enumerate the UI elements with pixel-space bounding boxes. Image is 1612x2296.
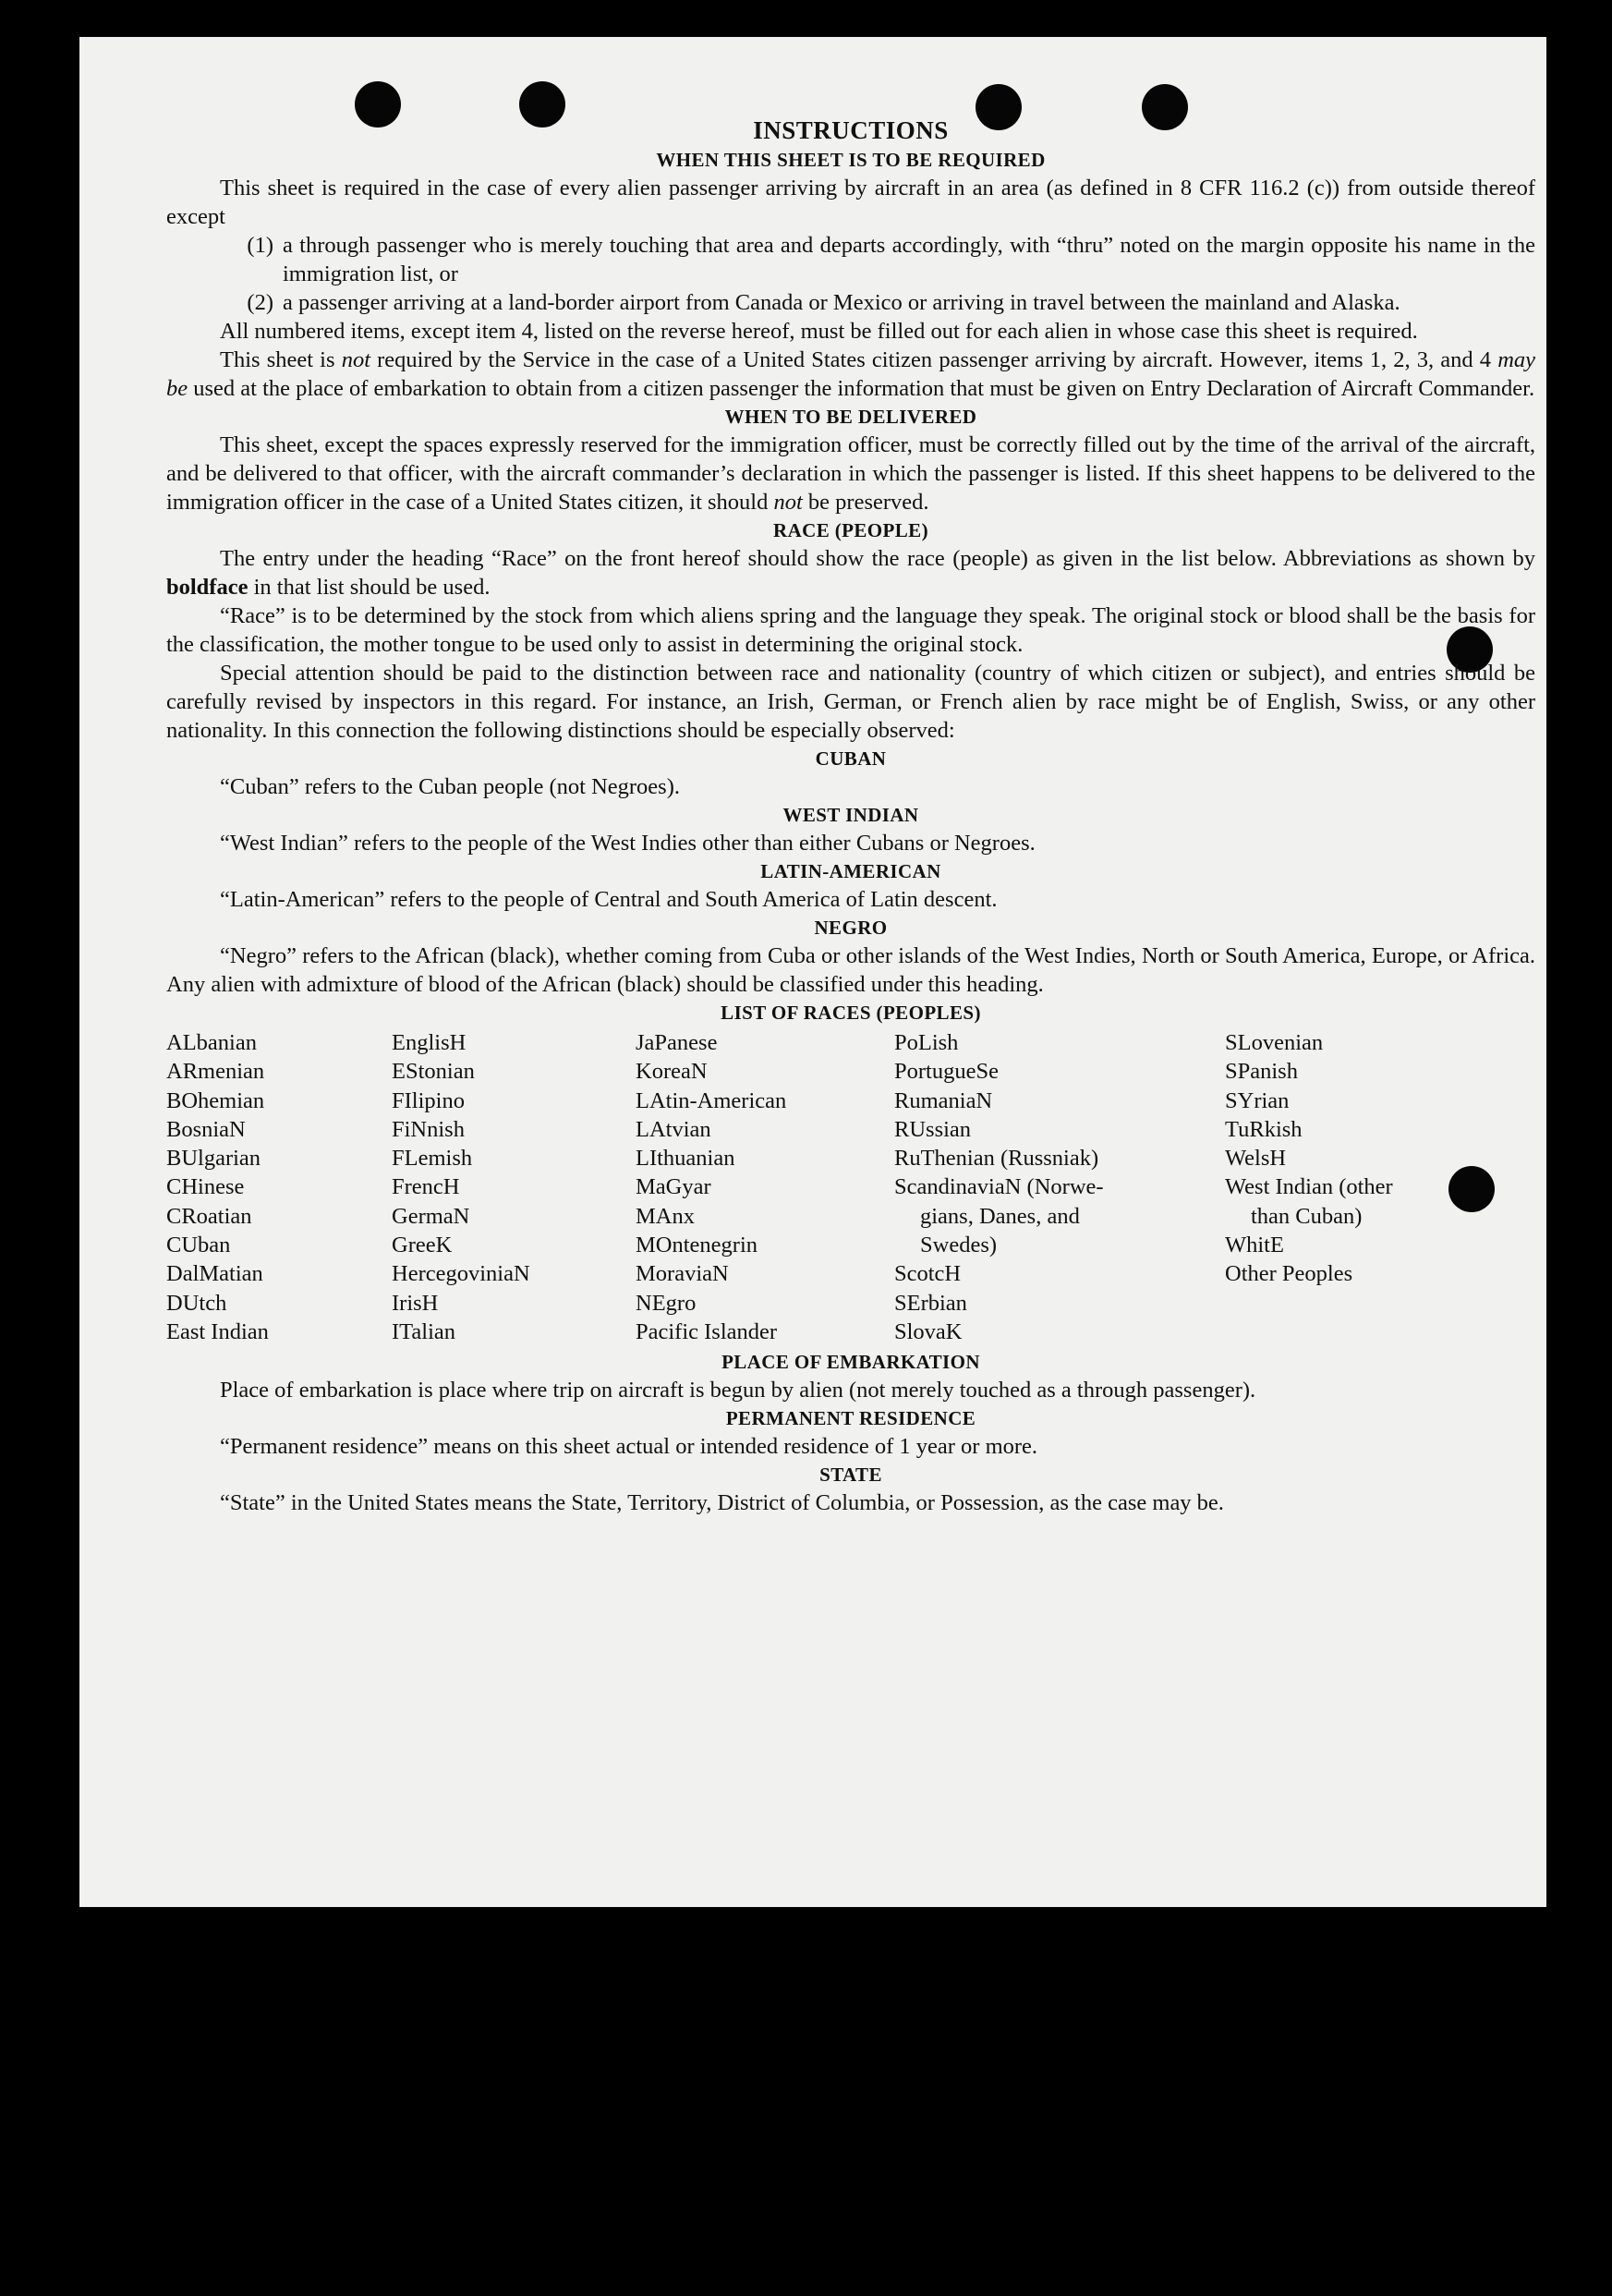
section-heading-races-list: LIST OF RACES (PEOPLES) [721, 1002, 981, 1024]
text-run: This sheet is [220, 347, 342, 372]
emphasis-text: may be [166, 347, 1536, 401]
race-entry: LIthuanian [636, 1146, 735, 1172]
race-paragraph-3: Special attention should be paid to the distinction between race and nationality (country of which citizen or subject), and entries should be carefully revised by inspectors in this regard. For instance, an Irish, German, or French alien by race might be of English, Swiss, or any other nationality. In this connection the following distinctions should be especially observed: [166, 661, 1535, 743]
race-entry: WhitE [1225, 1233, 1284, 1258]
bold-text: boldface [166, 575, 248, 600]
exception-text: a passenger arriving at a land-border airport from Canada or Mexico or arriving in travel between the mainland and Alaska. [283, 290, 1400, 315]
race-paragraph-1 [166, 544, 1535, 601]
exception-text: a through passenger who is merely touching that area and departs accordingly, with “thru” noted on the margin opposite his name in the immigration list, or [283, 233, 1535, 286]
state-text: “State” in the United States means the State, Territory, District of Columbia, or Possession, as the case may be. [220, 1490, 1224, 1516]
exception-item-2 [166, 288, 1535, 317]
race-entry: SlovaK [894, 1318, 963, 1344]
section-heading-cuban: CUBAN [815, 747, 887, 770]
west-indian-text: “West Indian” refers to the people of the West Indies other than either Cubans or Negroes. [220, 831, 1036, 856]
race-entry: GermaN [392, 1203, 470, 1229]
section-heading-residence: PERMANENT RESIDENCE [725, 1407, 976, 1430]
race-entry: RuThenian (Russniak) [894, 1146, 1099, 1172]
section-heading-latin-american: LATIN-AMERICAN [760, 860, 941, 882]
text-run: be preserved. [802, 490, 929, 515]
text-run: required by the Service in the case of a United States citizen passenger arriving by aircraft. However, items 1, 2, 3, and 4 [370, 347, 1498, 372]
race-entry: FLemish [392, 1146, 473, 1172]
race-entry: LAtvian [636, 1116, 711, 1142]
race-entry: JaPanese [636, 1030, 718, 1055]
instructions-content [166, 115, 1535, 1517]
race-entry: NEgro [636, 1290, 697, 1316]
text-run: This sheet, except the spaces expressly reserved for the immigration officer, must be correctly filled out by the time of the arrival of the aircraft, and be delivered to that officer, with the aircraft commander’s declaration in which the passenger is listed. If this sheet happens to be delivered to the immigration officer in the case of a United States citizen, it should [166, 432, 1535, 515]
race-entry: CUban [166, 1233, 231, 1258]
cuban-text: “Cuban” refers to the Cuban people (not Negroes). [220, 774, 680, 799]
race-entry: West Indian (other [1225, 1174, 1393, 1200]
race-entry: MaGyar [636, 1174, 711, 1200]
page-title: INSTRUCTIONS [753, 116, 949, 144]
latin-american-text: “Latin-American” refers to the people of Central and South America of Latin descent. [220, 887, 998, 912]
exception-number: (1) [247, 233, 273, 258]
race-entry: SLovenian [1225, 1030, 1324, 1055]
exception-item-1 [166, 231, 1535, 288]
race-entry: EnglisH [392, 1030, 467, 1055]
races-column [894, 1028, 1225, 1346]
race-entry: EStonian [392, 1059, 475, 1085]
when-delivered-text [166, 431, 1535, 516]
emphasis-text: not [341, 347, 370, 372]
race-paragraph-2: “Race” is to be determined by the stock from which aliens spring and the language they speak. The original stock or blood shall be the basis for the classification, the mother tongue to be used only to assist in determining the original stock. [166, 603, 1535, 657]
emphasis-text: not [773, 490, 803, 515]
race-entry: MAnx [636, 1203, 695, 1229]
race-entry: RumaniaN [894, 1087, 993, 1113]
race-entry: WelsH [1225, 1146, 1287, 1172]
section-heading-state: STATE [819, 1464, 882, 1487]
race-entry: SPanish [1225, 1059, 1298, 1085]
race-entry: SErbian [894, 1290, 967, 1316]
race-entry: BosniaN [166, 1116, 246, 1142]
race-entry: FrencH [392, 1174, 460, 1200]
race-entry: RUssian [894, 1116, 972, 1142]
residence-text: “Permanent residence” means on this sheet actual or intended residence of 1 year or more. [220, 1434, 1038, 1460]
race-entry: PortugueSe [894, 1059, 999, 1085]
numbered-items-paragraph: All numbered items, except item 4, listed on the reverse hereof, must be filled out for each alien in whose case this sheet is required. [220, 319, 1418, 344]
race-entry: East Indian [166, 1318, 269, 1344]
race-entry: ScotcH [894, 1261, 962, 1287]
race-entry: BUlgarian [166, 1146, 261, 1172]
race-entry: ITalian [392, 1318, 456, 1344]
race-entry: CHinese [166, 1174, 245, 1200]
document-page [79, 37, 1546, 1907]
race-entry: Other Peoples [1225, 1261, 1353, 1287]
race-entry: ARmenian [166, 1059, 265, 1085]
race-entry: DUtch [166, 1290, 227, 1316]
race-entry: FIlipino [392, 1087, 465, 1113]
when-required-intro: This sheet is required in the case of every alien passenger arriving by aircraft in an area (as defined in 8 CFR 116.2 (c)) from outside thereof except [166, 176, 1535, 229]
race-entry-continuation: Swedes) [920, 1233, 998, 1258]
race-entry: FiNnish [392, 1116, 465, 1142]
section-heading-west-indian: WEST INDIAN [782, 804, 919, 826]
race-entry: KoreaN [636, 1059, 708, 1085]
race-entry: HercegoviniaN [392, 1261, 530, 1287]
races-column [636, 1028, 894, 1346]
races-column [1225, 1028, 1535, 1346]
race-entry: MoraviaN [636, 1261, 729, 1287]
race-entry: BOhemian [166, 1087, 265, 1113]
race-entry: ALbanian [166, 1030, 257, 1055]
race-entry: ScandinaviaN (Norwe- [894, 1174, 1104, 1200]
section-heading-race: RACE (PEOPLE) [773, 519, 928, 541]
race-entry: LAtin-American [636, 1087, 787, 1113]
section-heading-when-delivered: WHEN TO BE DELIVERED [724, 406, 977, 428]
races-column [392, 1028, 636, 1346]
section-heading-negro: NEGRO [814, 917, 888, 939]
race-entry: GreeK [392, 1233, 453, 1258]
text-run: The entry under the heading “Race” on the front hereof should show the race (people) as given in the list below. Abbreviations as shown by [220, 546, 1535, 571]
race-entry: CRoatian [166, 1203, 252, 1229]
exception-number: (2) [247, 290, 273, 315]
race-entry: PoLish [894, 1030, 959, 1055]
section-heading-when-required: WHEN THIS SHEET IS TO BE REQUIRED [656, 149, 1046, 171]
race-entry-continuation: gians, Danes, and [920, 1203, 1080, 1229]
section-heading-embarkation: PLACE OF EMBARKATION [721, 1351, 980, 1374]
race-entry: SYrian [1225, 1087, 1290, 1113]
races-column [166, 1028, 392, 1346]
race-entry: Pacific Islander [636, 1318, 778, 1344]
negro-text: “Negro” refers to the African (black), whether coming from Cuba or other islands of the West Indies, North or South America, Europe, or Africa. Any alien with admixture of blood of the African (black) should be classified under this heading. [166, 943, 1535, 997]
race-entry: IrisH [392, 1290, 439, 1316]
races-list [166, 1028, 1535, 1346]
race-entry: MOntenegrin [636, 1233, 758, 1258]
citizen-paragraph [166, 346, 1535, 403]
race-entry-continuation: than Cuban) [1251, 1203, 1363, 1229]
race-entry: TuRkish [1225, 1116, 1303, 1142]
race-entry: DalMatian [166, 1261, 263, 1287]
embarkation-text: Place of embarkation is place where trip on aircraft is begun by alien (not merely touched as a through passenger). [220, 1378, 1256, 1403]
text-run: used at the place of embarkation to obtain from a citizen passenger the information that must be given on Entry Declaration of Aircraft Commander. [188, 376, 1535, 401]
text-run: in that list should be used. [248, 575, 491, 600]
